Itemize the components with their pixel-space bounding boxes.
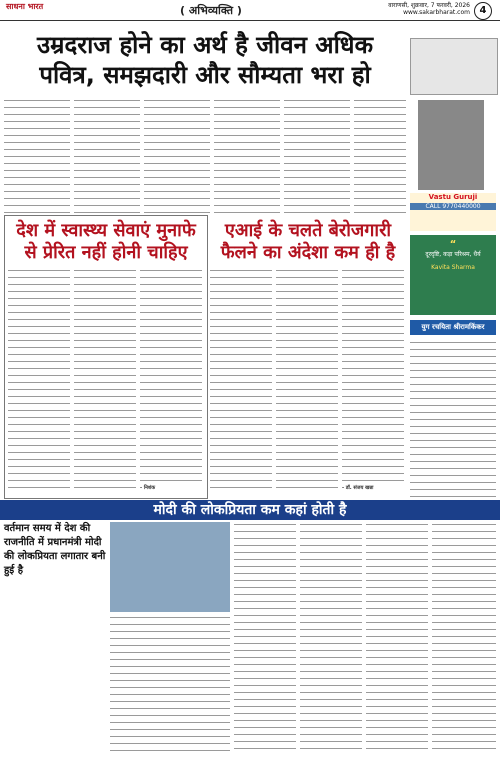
article-column-2 <box>74 98 140 213</box>
story-ai-headline: एआई के चलते बेरोजगारी फैलने का अंदेशा कम ही है <box>220 220 396 263</box>
sidebar-feature-text <box>410 340 496 500</box>
bottom-col-3 <box>300 522 362 753</box>
article-column-4 <box>214 98 280 213</box>
vastu-title: Vastu Guruji <box>428 193 478 201</box>
bottom-col-2 <box>234 522 296 753</box>
columnist-photo <box>418 100 484 190</box>
modi-photo <box>110 522 230 612</box>
bottom-lead: वर्तमान समय में देश की राजनीति में प्रधानमंत्री मोदी की लोकप्रियता लगातार बनी हुई है <box>4 523 106 576</box>
article-column-1 <box>4 98 70 213</box>
bottom-col-5 <box>432 522 496 753</box>
sidebar-feature-title: युग रचयिता श्रीरामकिंकर <box>410 320 496 335</box>
main-headline: उम्रदराज होने का अर्थ है जीवन अधिक पवित्र, समझदारी और सौम्यता भरा हो <box>37 31 373 89</box>
bottom-col-1 <box>110 615 230 753</box>
article-column-6 <box>354 98 406 213</box>
bottom-col-4 <box>366 522 428 753</box>
vastu-ad[interactable] <box>410 193 496 231</box>
bottom-headline: मोदी की लोकप्रियता कम कहां होती है <box>0 500 500 520</box>
article-column-3 <box>144 98 210 213</box>
date-text: वाराणसी, शुक्रवार, 7 फरवरी, 2026 <box>388 2 470 9</box>
date-line <box>380 2 470 16</box>
website-text[interactable]: www.sakarbharat.com <box>403 9 470 16</box>
advertisement-banner[interactable] <box>410 38 498 95</box>
story-health-col-1 <box>8 268 70 493</box>
quote-text: दूरदृष्टि, कड़ा परिश्रम, धैर्य <box>425 251 481 258</box>
quote-box <box>410 235 496 315</box>
story-ai-col-1 <box>210 268 272 493</box>
story-health-col-3 <box>140 268 202 483</box>
story-health-byline: - निशंक <box>140 485 156 491</box>
vastu-phone: CALL 9770440000 <box>410 203 496 210</box>
article-column-5 <box>284 98 350 213</box>
story-ai-col-3 <box>342 268 404 483</box>
story-health-col-2 <box>74 268 136 493</box>
quote-mark-icon: “ <box>449 239 457 250</box>
story-ai-byline: - डॉ. संजय खन्ना <box>342 485 374 491</box>
quote-author: Kavita Sharma <box>431 264 475 271</box>
section-title: ( अभिव्यक्ति ) <box>180 4 242 17</box>
story-ai-col-2 <box>276 268 338 493</box>
story-health-headline: देश में स्वास्थ्य सेवाएं मुनाफे से प्रेरित नहीं होनी चाहिए <box>16 220 196 263</box>
masthead: साधना भारत <box>6 2 44 11</box>
page-number: 4 <box>474 2 492 20</box>
